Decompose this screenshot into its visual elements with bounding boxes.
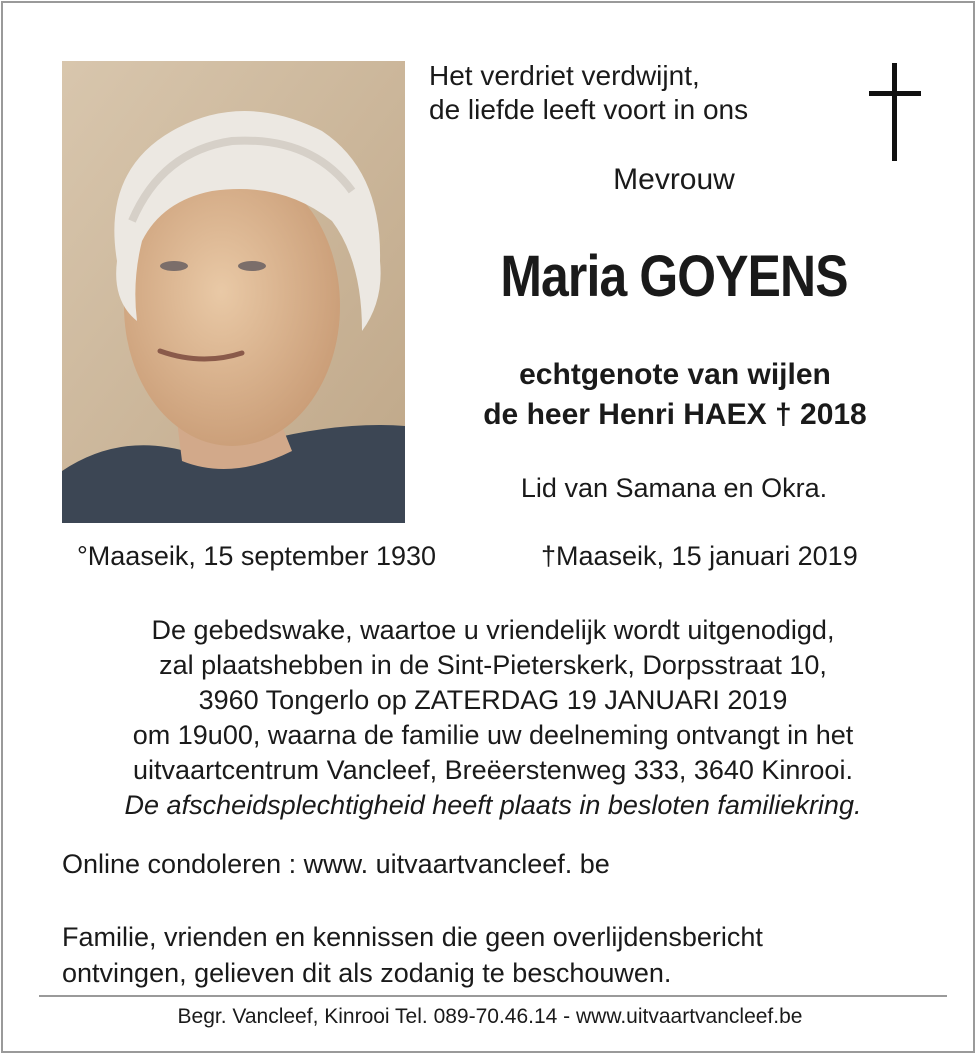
latin-cross-icon [865,63,925,163]
spouse-line-1: echtgenote van wijlen [519,358,831,391]
quote-line-1: Het verdriet verdwijnt, [429,60,700,91]
family-notice [62,919,763,991]
private-ceremony-note: De afscheidsplechtigheid heeft plaats in besloten familiekring. [124,790,862,820]
announcement-line: zal plaatshebben in de Sint-Pieterskerk, Dorpsstraat 10, [159,650,827,680]
footer-divider [39,995,947,997]
announcement-line: De gebedswake, waartoe u vriendelijk wordt uitgenodigd, [151,615,835,645]
portrait-image [62,61,405,523]
memorial-quote [429,59,748,127]
spouse-info [423,355,927,435]
death-date: †Maaseik, 15 januari 2019 [541,541,858,571]
announcement-line: 3960 Tongerlo op ZATERDAG 19 JANUARI 2019 [198,685,788,715]
life-dates [77,541,917,572]
deceased-name: Maria GOYENS [500,244,848,309]
obituary-card [1,1,975,1053]
honorific: Mevrouw [613,163,735,196]
funeral-home-footer: Begr. Vancleef, Kinrooi Tel. 089-70.46.14 - www.uitvaartvancleef.be [177,1005,803,1028]
quote-line-2: de liefde leeft voort in ons [429,94,749,125]
announcement-line: uitvaartcentrum Vancleef, Breëerstenweg 333, 3640 Kinrooi. [133,755,853,785]
spouse-line-2: de heer Henri HAEX † 2018 [483,398,867,431]
announcement-line: om 19u00, waarna de familie uw deelneming ontvangt in het [132,720,854,750]
online-condolences: Online condoleren : www. uitvaartvancleef. be [62,849,610,879]
membership: Lid van Samana en Okra. [520,473,828,503]
family-notice-line-1: Familie, vrienden en kennissen die geen overlijdensbericht [62,922,763,952]
family-notice-line-2: ontvingen, gelieven dit als zodanig te beschouwen. [62,958,672,988]
funeral-announcement [43,613,943,823]
birth-date: °Maaseik, 15 september 1930 [77,541,437,571]
portrait-photo [62,61,405,523]
